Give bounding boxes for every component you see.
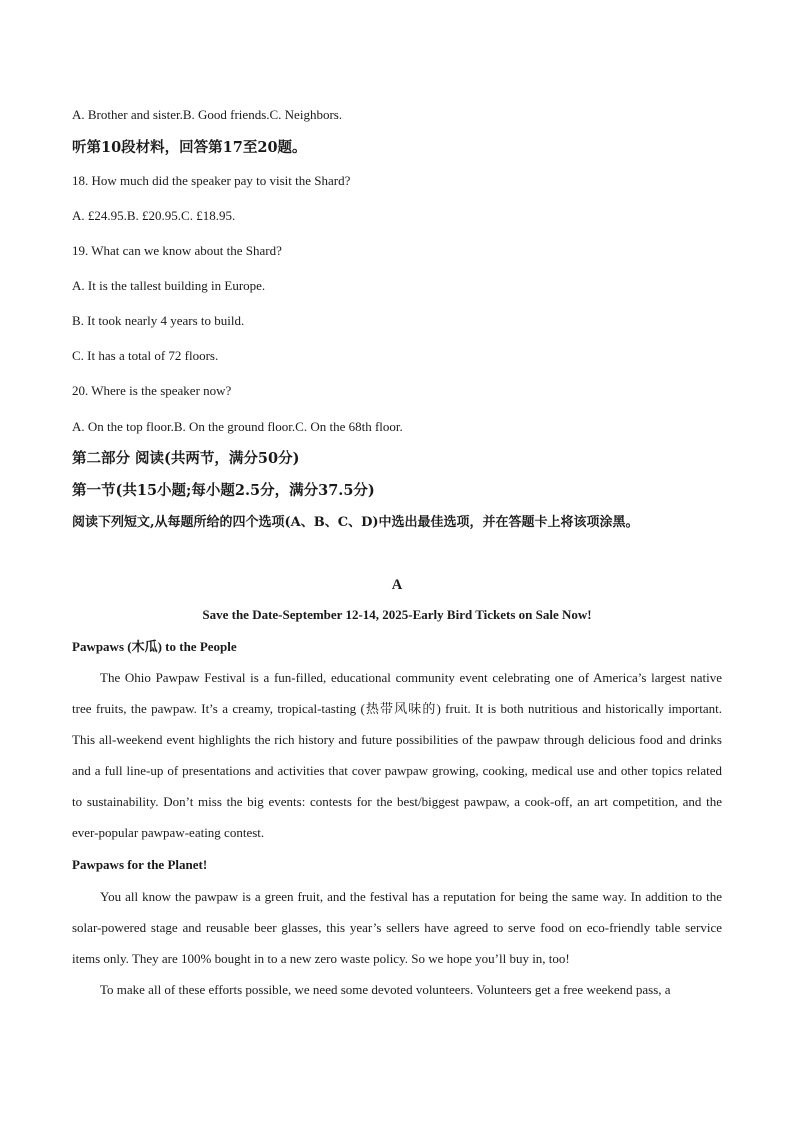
question-18: 18. How much did the speaker pay to visit the Shard? (72, 173, 351, 188)
subheading-pawpaws-to-the-people: Pawpaws (木瓜) to the People (72, 639, 237, 654)
paragraph-2: You all know the pawpaw is a green fruit, and the festival has a reputation for being the same way. In addition to the solar-powered stage and reusable beer glasses, this year’s sellers have agreed to serve food on eco-friendly table service items only. They are 100% bought in to a new zero waste policy. So we hope you’ll buy in, too! (72, 889, 722, 966)
subheading-pawpaws-for-the-planet: Pawpaws for the Planet! (72, 857, 208, 872)
q19-option-c: C. It has a total of 72 floors. (72, 348, 219, 363)
q20-options: A. On the top floor.B. On the ground floor.C. On the 68th floor. (72, 419, 403, 434)
section-1-heading: 第一节(共15小题;每小题2.5分，满分37.5分) (72, 482, 375, 499)
q19-option-b: B. It took nearly 4 years to build. (72, 313, 245, 328)
passage-letter: A (391, 577, 403, 593)
q19-option-a: A. It is the tallest building in Europe. (72, 278, 266, 293)
section-10-heading: 听第10段材料，回答第17至20题。 (72, 139, 307, 156)
part-2-heading: 第二部分 阅读(共两节，满分50分) (72, 450, 300, 467)
paragraph-3: To make all of these efforts possible, we need some devoted volunteers. Volunteers get a free weekend pass, a (100, 982, 671, 997)
question-19: 19. What can we know about the Shard? (72, 243, 282, 258)
q18-options: A. £24.95.B. £20.95.C. £18.95. (72, 208, 236, 223)
question-20: 20. Where is the speaker now? (72, 383, 232, 398)
reading-instructions: 阅读下列短文,从每题所给的四个选项(A、B、C、D)中选出最佳选项，并在答题卡上将该项涂黑。 (72, 515, 639, 530)
paragraph-1: The Ohio Pawpaw Festival is a fun-filled, educational community event celebrating one of America’s largest native tree fruits, the pawpaw. It’s a creamy, tropical-tasting (热带风味的) fruit. It is both nutritious and historically important. This all-weekend event highlights the rich history and future possibilities of the pawpaw through delicious food and drinks and a full line-up of presentations and activities that cover pawpaw growing, cooking, medical use and other topics related to sustainability. Don’t miss the big events: contests for the best/biggest pawpaw, a cook-off, an art competition, and the ever-popular pawpaw-eating contest. (72, 670, 722, 840)
passage-title: Save the Date-September 12-14, 2025-Early Bird Tickets on Sale Now! (202, 607, 592, 622)
q17-options: A. Brother and sister.B. Good friends.C. Neighbors. (72, 107, 343, 122)
